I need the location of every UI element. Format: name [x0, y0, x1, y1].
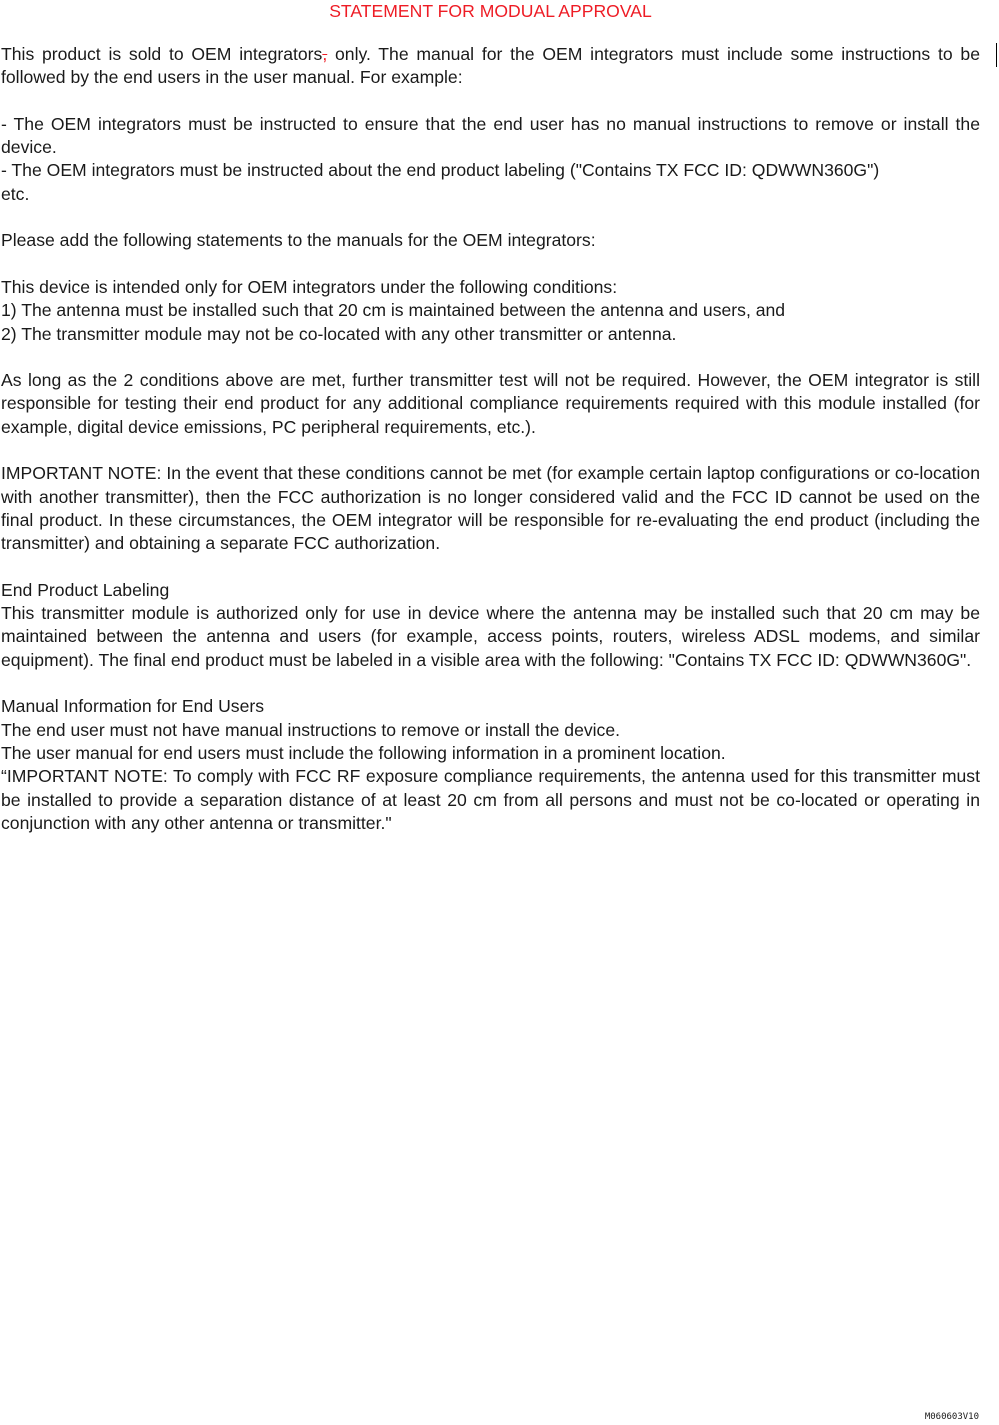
example-line-3: etc. [1, 183, 30, 204]
spacer [1, 346, 980, 369]
intro-paragraph [1, 43, 980, 90]
important-note-paragraph: IMPORTANT NOTE: In the event that these conditions cannot be met (for example certain laptop configurations or co-location with another transmitter), then the FCC authorization is no longer considered valid and the FCC ID cannot be used on the final product. In these circumstances, the OEM integrator will be responsible for re-evaluating the end product (including the transmitter) and obtaining a separate FCC authorization. [1, 463, 980, 554]
spacer [1, 439, 980, 462]
spacer [1, 672, 980, 695]
condition-item-2: 2) The transmitter module may not be co-located with any other transmitter or antenna. [1, 323, 677, 344]
manual-info-line-3: “IMPORTANT NOTE: To comply with FCC RF exposure compliance requirements, the antenna used for this transmitter must be installed to provide a separation distance of at least 20 cm from all persons and must not be co-located or operating in conjunction with any other antenna or transmitter." [1, 766, 980, 833]
intro-text-part2: only. The manual for the OEM integrators must include some instructions to be followed by the end users in the user manual. For example: [1, 44, 980, 88]
manual-info-line-1: The end user must not have manual instructions to remove or install the device. [1, 719, 621, 740]
spacer [1, 253, 980, 276]
spacer [1, 90, 980, 113]
condition-item-1: 1) The antenna must be installed such that 20 cm is maintained between the antenna and users, and [1, 300, 786, 321]
labeling-body: This transmitter module is authorized only for use in device where the antenna may be installed such that 20 cm may be maintained between the antenna and users (for example, access points, routers, wireless ADSL modems, and similar equipment). The final end product must be labeled in a visible area with the following: "Contains TX FCC ID: QDWWN360G". [1, 603, 980, 670]
as-long-as-paragraph: As long as the 2 conditions above are met, further transmitter test will not be required. However, the OEM integrator is still responsible for testing their end product for any additional compliance requirements required with this module installed (for example, digital device emissions, PC peripheral requirements, etc.). [1, 370, 980, 437]
spacer [1, 206, 980, 229]
please-add-paragraph: Please add the following statements to the manuals for the OEM integrators: [1, 230, 596, 251]
revision-change-bar [996, 43, 997, 67]
example-line-2: - The OEM integrators must be instructed about the end product labeling ("Contains TX FCC ID: QDWWN360G") [1, 160, 880, 181]
manual-info-line-2: The user manual for end users must include the following information in a prominent location. [1, 742, 726, 763]
page-title: STATEMENT FOR MODUAL APPROVAL [329, 1, 652, 21]
labeling-heading: End Product Labeling [1, 579, 170, 600]
example-line-1: - The OEM integrators must be instructed to ensure that the end user has no manual instructions to remove or install the device. [1, 113, 980, 158]
conditions-intro: This device is intended only for OEM integrators under the following conditions: [1, 276, 618, 297]
struck-comma: , [322, 44, 328, 64]
manual-info-heading: Manual Information for End Users [1, 696, 265, 717]
spacer [1, 556, 980, 579]
intro-text-part1: This product is sold to OEM integrators [1, 44, 323, 64]
document-code: M060603V10 [924, 1412, 979, 1422]
